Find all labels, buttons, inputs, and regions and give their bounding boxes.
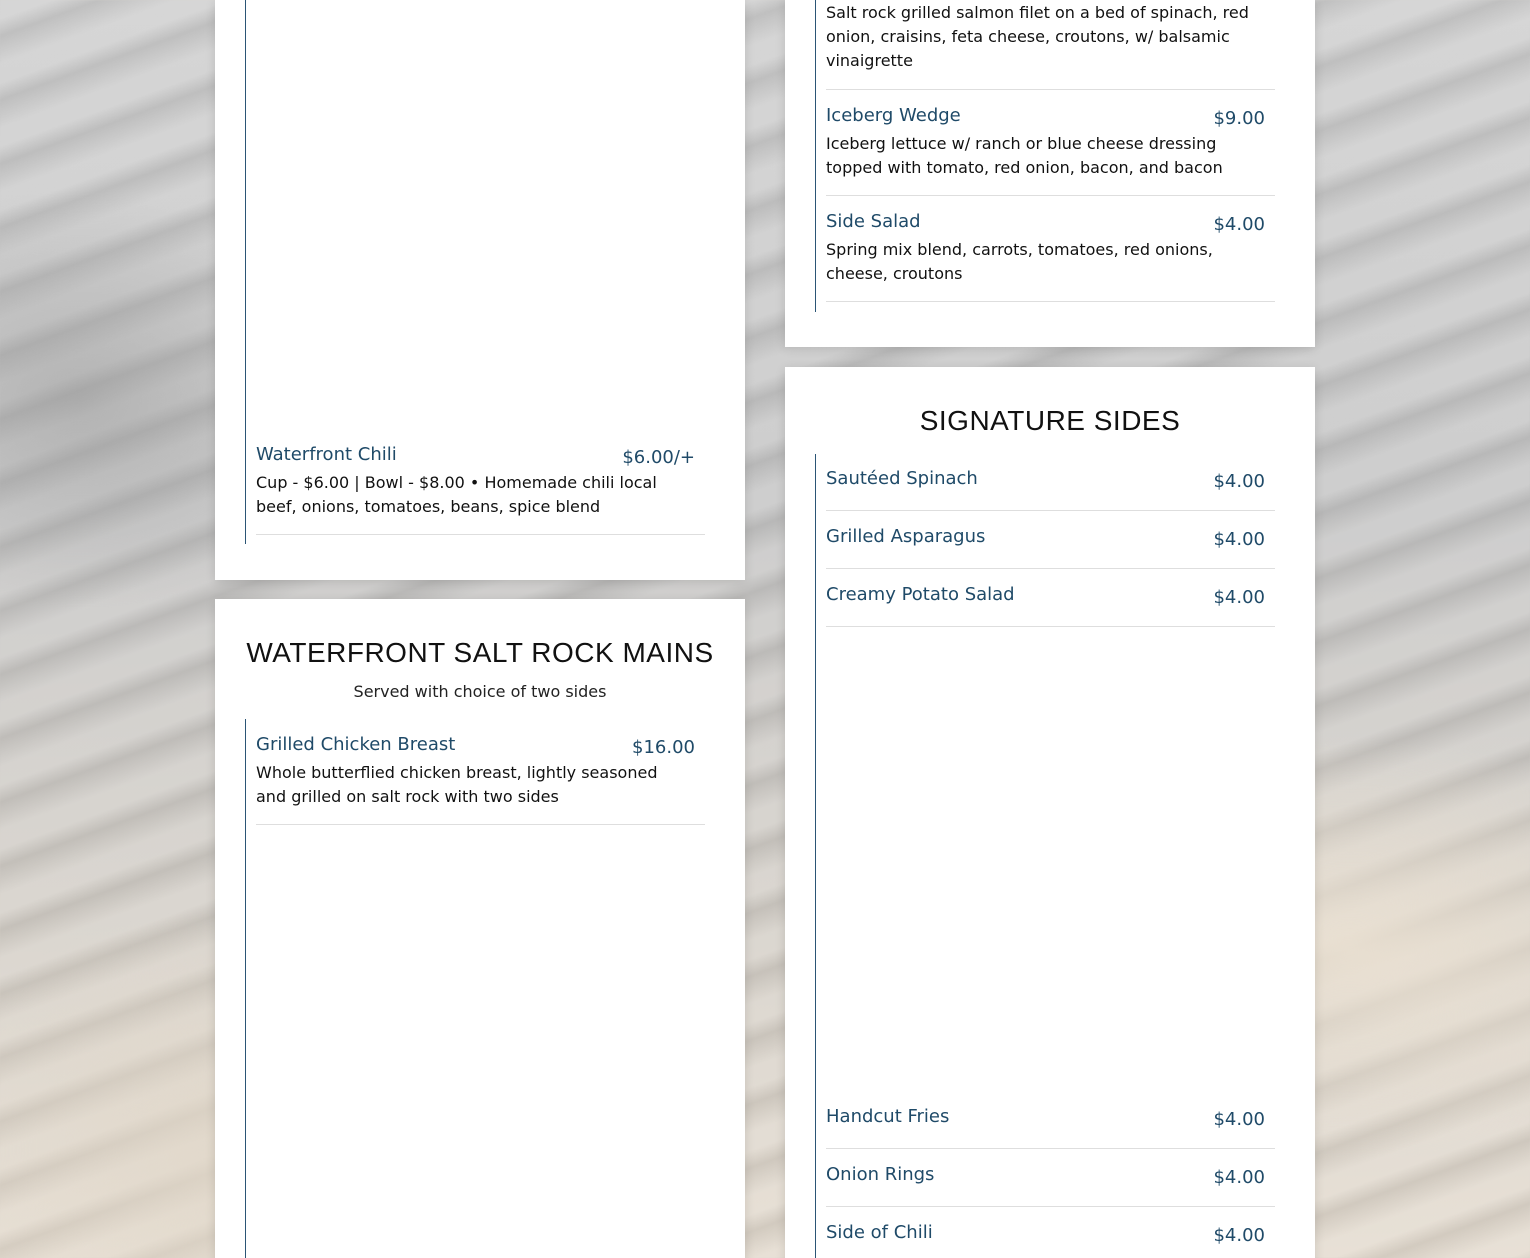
item-price: $6.00/+ — [622, 447, 695, 468]
item-name: Creamy Potato Salad — [826, 584, 1015, 605]
mains-card — [215, 599, 745, 1258]
section-rail — [815, 454, 816, 1258]
menu-item-sauteed-spinach[interactable] — [826, 468, 1275, 511]
section-rail — [245, 719, 246, 1258]
menu-item-grilled-asparagus[interactable] — [826, 526, 1275, 569]
item-price: $4.00 — [1213, 214, 1265, 235]
menu-item-side-salad[interactable] — [826, 211, 1275, 302]
section-rail — [245, 0, 246, 544]
menu-item-salmon-salad[interactable] — [826, 0, 1275, 90]
item-name: Grilled Asparagus — [826, 526, 986, 547]
soups-card — [215, 0, 745, 580]
item-description: Iceberg lettuce w/ ranch or blue cheese dressing topped with tomato, red onion, bacon, and bacon — [826, 134, 1223, 177]
item-price: $4.00 — [1213, 471, 1265, 492]
menu-item-side-of-chili[interactable] — [826, 1222, 1275, 1258]
menu-item-onion-rings[interactable] — [826, 1164, 1275, 1207]
item-name: Onion Rings — [826, 1164, 935, 1185]
item-price: $4.00 — [1213, 529, 1265, 550]
item-name: Handcut Fries — [826, 1106, 950, 1127]
section-subtitle: Served with choice of two sides — [353, 682, 607, 701]
menu-item-handcut-fries[interactable] — [826, 1106, 1275, 1149]
item-description: Whole butterflied chicken breast, lightly seasoned and grilled on salt rock with two sides — [256, 763, 658, 806]
menu-item-creamy-potato-salad[interactable] — [826, 584, 1275, 627]
item-price: $4.00 — [1213, 587, 1265, 608]
item-price: $9.00 — [1213, 108, 1265, 129]
item-name: Sautéed Spinach — [826, 468, 978, 489]
item-description: Spring mix blend, carrots, tomatoes, red onions, cheese, croutons — [826, 240, 1213, 283]
item-description: Cup - $6.00 | Bowl - $8.00 • Homemade chili local beef, onions, tomatoes, beans, spice blend — [256, 473, 657, 516]
section-title: WATERFRONT SALT ROCK MAINS — [246, 637, 714, 668]
item-price: $16.00 — [632, 737, 695, 758]
section-title: SIGNATURE SIDES — [919, 405, 1181, 436]
item-description: Salt rock grilled salmon filet on a bed of spinach, red onion, craisins, feta cheese, croutons, w/ balsamic vinaigrette — [826, 3, 1249, 70]
item-name: Iceberg Wedge — [826, 105, 961, 126]
item-price: $4.00 — [1213, 1225, 1265, 1246]
item-name: Side Salad — [826, 211, 921, 232]
item-name: Waterfront Chili — [256, 444, 397, 465]
item-name: Grilled Chicken Breast — [256, 734, 456, 755]
menu-item-waterfront-chili[interactable] — [256, 444, 705, 535]
menu-item-iceberg-wedge[interactable] — [826, 105, 1275, 196]
sides-card — [785, 367, 1315, 1258]
section-rail — [815, 0, 816, 312]
menu-item-grilled-chicken-breast[interactable] — [256, 734, 705, 825]
item-price: $4.00 — [1213, 1167, 1265, 1188]
salads-card — [785, 0, 1315, 347]
item-price: $4.00 — [1213, 1109, 1265, 1130]
item-name: Side of Chili — [826, 1222, 933, 1243]
